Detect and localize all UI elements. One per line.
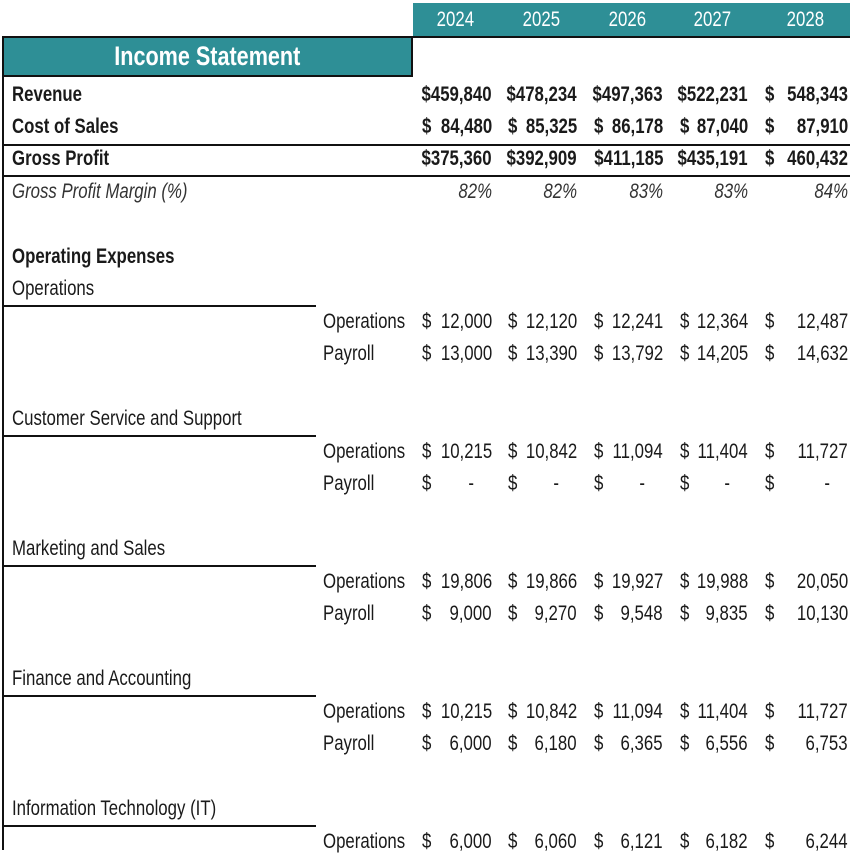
currency-symbol: $ [508,310,518,333]
value-cell: 12,364 [696,310,748,333]
value-cell: 19,866 [525,570,577,593]
currency-symbol: $ [680,342,690,365]
value-cell: $497,363 [592,83,663,106]
value-cell: 86,178 [611,115,663,138]
currency-symbol: $ [422,115,432,138]
currency-symbol: $ [680,570,690,593]
table-row [0,403,850,435]
row-label: Gross Profit [12,147,110,170]
currency-symbol: $ [594,310,604,333]
currency-symbol: $ [594,342,604,365]
value-cell: 13,000 [440,342,492,365]
value-cell: $411,185 [593,147,663,170]
currency-symbol: $ [594,472,604,495]
line-item-label: Payroll [323,602,375,625]
value-cell: - [553,472,559,495]
value-cell: 10,842 [525,700,577,723]
row-label: Gross Profit Margin (%) [12,180,188,203]
line-item-label: Operations [323,700,406,723]
divider [409,36,850,38]
value-cell: 10,215 [440,440,492,463]
year-header-bar [413,3,850,36]
row-label: Information Technology (IT) [12,797,217,820]
value-cell: 460,432 [787,147,848,170]
currency-symbol: $ [594,115,604,138]
row-label: Operating Expenses [12,245,175,268]
currency-symbol: $ [765,830,775,853]
value-cell: 6,244 [805,830,848,853]
currency-symbol: $ [422,700,432,723]
row-label: Cost of Sales [12,115,119,138]
currency-symbol: $ [680,830,690,853]
line-item-label: Operations [323,440,406,463]
currency-symbol: $ [422,472,432,495]
table-row [0,79,850,111]
value-cell: - [639,472,645,495]
value-cell: 11,727 [797,700,848,723]
value-cell: 6,753 [805,732,848,755]
currency-symbol: $ [680,115,690,138]
value-cell: 13,390 [525,342,577,365]
value-cell: 19,988 [696,570,748,593]
value-cell: 11,727 [797,440,848,463]
value-cell: 12,000 [440,310,492,333]
table-row [0,728,850,760]
value-cell: - [824,472,830,495]
currency-symbol: $ [680,310,690,333]
currency-symbol: $ [508,570,518,593]
currency-symbol: $ [765,83,775,106]
value-cell: $522,231 [677,83,748,106]
currency-symbol: $ [422,570,432,593]
value-cell: $392,909 [506,147,577,170]
currency-symbol: $ [765,700,775,723]
value-cell: 11,404 [697,700,748,723]
currency-symbol: $ [680,602,690,625]
currency-symbol: $ [765,115,775,138]
value-cell: $435,191 [677,147,748,170]
currency-symbol: $ [508,342,518,365]
table-row [0,176,850,208]
value-cell: 9,548 [620,602,663,625]
currency-symbol: $ [508,472,518,495]
value-cell: 6,556 [705,732,748,755]
currency-symbol: $ [508,440,518,463]
value-cell: 10,130 [796,602,848,625]
year-2026: 2026 [608,8,647,31]
value-cell: 87,040 [696,115,748,138]
currency-symbol: $ [594,830,604,853]
table-row [0,273,850,305]
value-cell: 83% [629,180,663,203]
table-row [0,598,850,630]
currency-symbol: $ [765,732,775,755]
currency-symbol: $ [508,700,518,723]
year-2027: 2027 [693,8,732,31]
value-cell: 6,000 [449,732,492,755]
value-cell: - [724,472,730,495]
currency-symbol: $ [422,440,432,463]
value-cell: $459,840 [421,83,492,106]
currency-symbol: $ [508,732,518,755]
value-cell: 19,927 [611,570,663,593]
value-cell: 6,180 [534,732,577,755]
table-row [0,338,850,370]
value-cell: 6,121 [620,830,663,853]
line-item-label: Payroll [323,472,375,495]
value-cell: 84,480 [440,115,492,138]
value-cell: $375,360 [421,147,492,170]
table-row [0,793,850,825]
currency-symbol: $ [594,602,604,625]
table-row [0,696,850,728]
table-row [0,111,850,143]
currency-symbol: $ [594,732,604,755]
table-row [0,533,850,565]
value-cell: 6,000 [449,830,492,853]
currency-symbol: $ [508,115,518,138]
year-2028: 2028 [786,8,825,31]
line-item-label: Operations [323,310,406,333]
value-cell: 12,241 [611,310,663,333]
currency-symbol: $ [594,700,604,723]
row-label: Marketing and Sales [12,537,166,560]
value-cell: 83% [714,180,748,203]
table-row [0,241,850,273]
currency-symbol: $ [765,602,775,625]
currency-symbol: $ [594,570,604,593]
currency-symbol: $ [508,602,518,625]
row-label: Revenue [12,83,83,106]
table-row [0,468,850,500]
table-row [0,143,850,175]
value-cell: 11,404 [697,440,748,463]
value-cell: 84% [814,180,848,203]
value-cell: 14,632 [796,342,848,365]
line-item-label: Operations [323,570,406,593]
currency-symbol: $ [508,830,518,853]
table-row [0,826,850,858]
currency-symbol: $ [680,472,690,495]
currency-symbol: $ [422,830,432,853]
table-row [0,436,850,468]
value-cell: 20,050 [796,570,848,593]
currency-symbol: $ [765,472,775,495]
currency-symbol: $ [422,602,432,625]
value-cell: 6,365 [620,732,663,755]
currency-symbol: $ [765,147,775,170]
value-cell: 10,842 [525,440,577,463]
value-cell: 6,060 [534,830,577,853]
currency-symbol: $ [765,570,775,593]
value-cell: 11,094 [612,440,663,463]
value-cell: $478,234 [506,83,577,106]
currency-symbol: $ [422,342,432,365]
value-cell: 87,910 [796,115,848,138]
value-cell: 6,182 [705,830,748,853]
table-row [0,663,850,695]
line-item-label: Operations [323,830,406,853]
currency-symbol: $ [765,440,775,463]
value-cell: 14,205 [696,342,748,365]
value-cell: 82% [458,180,492,203]
value-cell: 548,343 [787,83,848,106]
value-cell: 9,270 [534,602,577,625]
currency-symbol: $ [594,440,604,463]
currency-symbol: $ [680,732,690,755]
value-cell: 9,000 [449,602,492,625]
row-label: Customer Service and Support [12,407,242,430]
income-statement-title: Income Statement [2,36,413,77]
value-cell: 12,120 [525,310,577,333]
currency-symbol: $ [680,440,690,463]
currency-symbol: $ [765,310,775,333]
table-row [0,566,850,598]
row-label: Finance and Accounting [12,667,192,690]
value-cell: 13,792 [611,342,663,365]
line-item-label: Payroll [323,732,375,755]
currency-symbol: $ [680,700,690,723]
currency-symbol: $ [765,342,775,365]
value-cell: 82% [543,180,577,203]
value-cell: 85,325 [525,115,577,138]
value-cell: 11,094 [612,700,663,723]
value-cell: 19,806 [440,570,492,593]
currency-symbol: $ [422,310,432,333]
value-cell: 12,487 [796,310,848,333]
year-2024: 2024 [436,8,475,31]
line-item-label: Payroll [323,342,375,365]
value-cell: - [468,472,474,495]
year-2025: 2025 [522,8,561,31]
value-cell: 10,215 [440,700,492,723]
value-cell: 9,835 [705,602,748,625]
currency-symbol: $ [422,732,432,755]
row-label: Operations [12,277,95,300]
table-row [0,306,850,338]
